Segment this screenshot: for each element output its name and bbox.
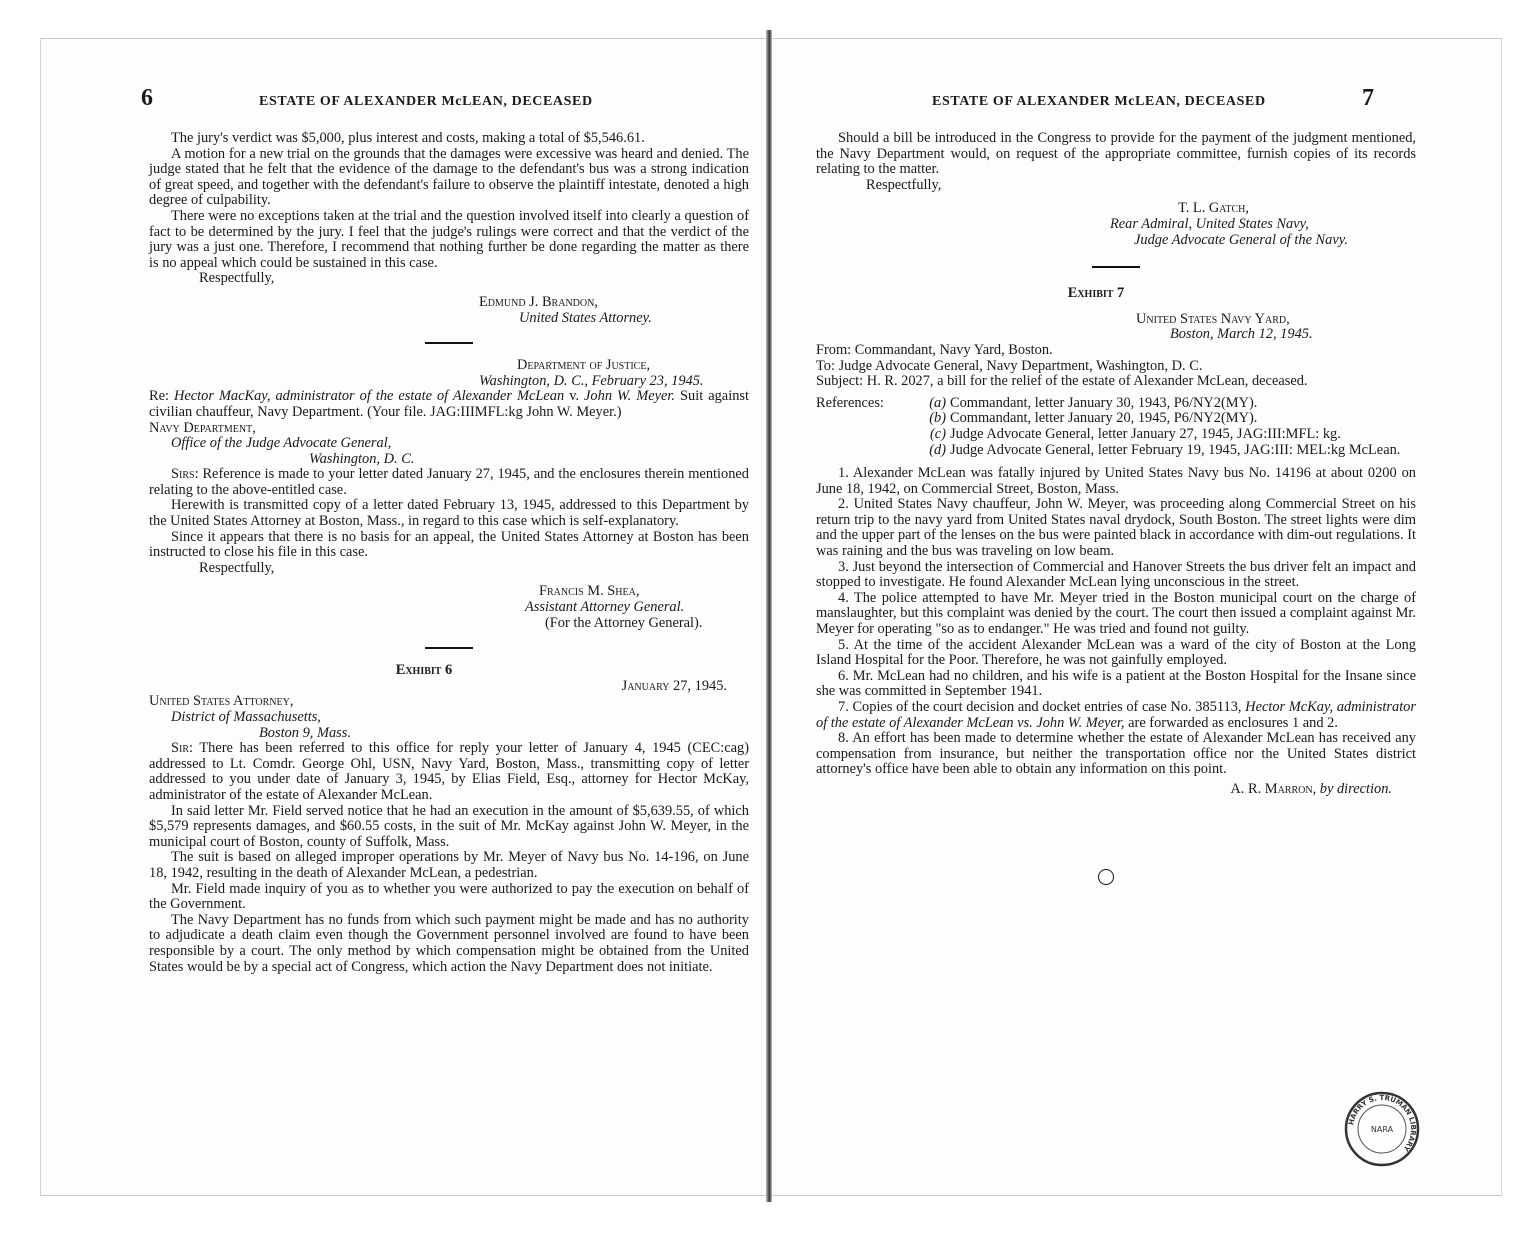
signer-title: United States Attorney. — [519, 309, 652, 326]
paragraph: Herewith is transmitted copy of a letter dated February 13, 1945, addressed to this Department by the United States Attorney at Boston, Mass., in regard to this case which is self-explanatory. — [149, 497, 749, 530]
numbered-item: 4. The police attempted to have Mr. Meyer tried in the Boston municipal court on the charge of manslaughter, but this complaint was denied by the court. The court then issued a complaint against Mr. Meyer for operating "so as to endanger." He was tried and found not guilty. — [816, 589, 1416, 638]
paragraph: In said letter Mr. Field served notice that he had an execution in the amount of $5,639.55, of which $5,579 represents damages, and $60.55 costs, in the suit of Mr. McKay against John W. Meyer, in the municipal court of Boston, county of Suffolk, Mass. — [149, 802, 749, 850]
page-number: 7 — [1362, 85, 1374, 111]
svg-text:NARA: NARA — [1370, 1125, 1394, 1134]
library-stamp-icon — [1342, 1089, 1422, 1169]
references — [816, 396, 1416, 458]
re-line: Re: Hector MacKay, administrator of the estate of Alexander McLean v. John W. Meyer. Suit against civilian chauffeur, Navy Department. (Your file. JAG:IIIMFL:kg John W. Meyer.) — [149, 388, 749, 420]
left-page — [40, 38, 770, 1196]
right-page — [772, 38, 1502, 1196]
numbered-item: 6. Mr. McLean had no children, and his wife is a patient at the Boston Hospital for the Insane since she was committed in September 1941. — [816, 667, 1416, 700]
exhibit-heading: Exhibit 6 — [395, 662, 453, 679]
numbered-item: 8. An effort has been made to determine whether the estate of Alexander McLean has received any compensation from insurance, but neither the transportation office nor the United States district attorney's office have been able to obtain any information on this point. — [816, 730, 1416, 778]
closing: Respectfully, — [199, 270, 275, 287]
reference-item: References: (a) Commandant, letter January 30, 1943, P6/NY2(MY). — [816, 394, 1258, 411]
running-head: ESTATE OF ALEXANDER McLEAN, DECEASED — [259, 94, 593, 109]
page-number: 6 — [141, 85, 153, 111]
letterhead — [1136, 312, 1416, 343]
subject-line: Subject: H. R. 2027, a bill for the relief of the estate of Alexander McLean, deceased. — [816, 373, 1308, 390]
running-head: ESTATE OF ALEXANDER McLEAN, DECEASED — [932, 94, 1266, 109]
paragraph: There were no exceptions taken at the trial and the question involved itself into clearly a question of fact to be determined by the jury. I feel that the judge's rulings were correct and that the verdict of the jury was a just one. Therefore, I recommend that nothing further be done regarding the matter as there is no appeal which could be sustained in this case. — [149, 207, 749, 271]
closing: Respectfully, — [866, 176, 942, 193]
signer-title: Judge Advocate General of the Navy. — [1134, 231, 1348, 248]
paragraph: Should a bill be introduced in the Congress to provide for the payment of the judgment mentioned, the Navy Department would, on request of the appropriate committee, furnish copies of its records relating to the matter. — [816, 130, 1416, 178]
paragraph: The Navy Department has no funds from which such payment might be made and has no authority to adjudicate a death claim even though the Government personnel involved are found to have been responsible by a court. The only method by which compensation might be obtained from the United States would be by a special act of Congress, which action the Navy Department does not initiate. — [149, 911, 749, 975]
numbered-item: 5. At the time of the accident Alexander McLean was a ward of the city of Boston at the Long Island Hospital for the Poor. Therefore, he was not gainfully employed. — [816, 636, 1416, 669]
letter-date: Boston, March 12, 1945. — [1170, 326, 1313, 343]
reference-item: (c) Judge Advocate General, letter January 27, 1945, JAG:III:MFL: kg. — [930, 425, 1341, 442]
paragraph: Mr. Field made inquiry of you as to whether you were authorized to pay the execution on behalf of the Government. — [149, 880, 749, 913]
signer-name: T. L. Gatch, — [1178, 200, 1250, 217]
department-name: Department of Justice, — [517, 357, 651, 374]
signature-block — [1086, 201, 1416, 248]
to-line: To: Judge Advocate General, Navy Department, Washington, D. C. — [816, 357, 1203, 374]
svg-text:HARRY S. TRUMAN LIBRARY: HARRY S. TRUMAN LIBRARY — [1347, 1093, 1418, 1153]
signer-name: A. R. Marron, — [1230, 780, 1317, 797]
salutation-paragraph: Sirs: Reference is made to your letter dated January 27, 1945, and the enclosures therein mentioned relating to the above-entitled case. — [149, 466, 749, 498]
paragraph: The jury's verdict was $5,000, plus interest and costs, making a total of $5,546.61. — [171, 130, 645, 146]
signer-note: by direction. — [1319, 780, 1392, 797]
addressee: United States Attorney, District of Massachusetts, Boston 9, Mass. — [149, 693, 351, 741]
closing: Respectfully, — [199, 559, 275, 576]
signer-title: Rear Admiral, United States Navy, — [1110, 215, 1309, 232]
from-line: From: Commandant, Navy Yard, Boston. — [816, 341, 1053, 358]
salutation-paragraph: Sir: There has been referred to this office for reply your letter of January 4, 1945 (CEC:cag) addressed to Lt. Comdr. George Ohl, USN, Navy Yard, Boston, Mass., transmitting copy of letter addressed to you under date of January 3, 1945, by Elias Field, Esq., attorney for Hector McKay, administrator of the estate of Alexander McLean. — [149, 740, 749, 803]
addressee: Navy Department, Office of the Judge Advocate General, Washington, D. C. — [149, 419, 415, 467]
signature-block — [479, 295, 749, 326]
signer-note: (For the Attorney General). — [545, 614, 703, 631]
punch-hole-icon — [1098, 869, 1114, 885]
numbered-item: 1. Alexander McLean was fatally injured by United States Navy bus No. 14196 at about 0200 on June 18, 1942, on Commercial Street, Boston, Mass. — [816, 465, 1416, 497]
exhibit-heading: Exhibit 7 — [1067, 285, 1125, 302]
paragraph: The suit is based on alleged improper operations by Mr. Meyer of Navy bus No. 14-196, on June 18, 1942, resulting in the death of Alexander McLean, a pedestrian. — [149, 849, 749, 881]
signer-title: Assistant Attorney General. — [525, 599, 685, 616]
letter-date: Washington, D. C., February 23, 1945. — [479, 372, 704, 389]
letterhead — [439, 358, 749, 389]
exhibit-date: January 27, 1945. — [621, 677, 727, 694]
numbered-item: 7. Copies of the court decision and docket entries of case No. 385113, Hector McKay, administrator of the estate of Alexander McLean vs. John W. Meyer, are forwarded as enclosures 1 and 2. — [816, 699, 1416, 731]
paragraph: A motion for a new trial on the grounds that the damages were excessive was heard and denied. The judge stated that he felt that the evidence of the damage to the defendant's bus was a strong indication of great speed, and together with the defendant's failure to observe the plaintiff intestate, denoted a high degree of culpability. — [149, 145, 749, 209]
signature-block — [816, 782, 1392, 798]
yard-name: United States Navy Yard, — [1136, 310, 1290, 327]
numbered-item: 3. Just beyond the intersection of Commercial and Hanover Streets the bus driver felt an impact and stopped to investigate. He found Alexander McLean lying unconscious in the street. — [816, 558, 1416, 591]
divider — [1092, 266, 1140, 268]
left-column — [149, 131, 749, 975]
divider — [425, 342, 473, 344]
paragraph: Since it appears that there is no basis for an appeal, the United States Attorney at Boston has been instructed to close his file in this case. — [149, 528, 749, 561]
divider — [425, 647, 473, 649]
signature-block — [449, 584, 749, 631]
reference-item: (b) Commandant, letter January 20, 1945, P6/NY2(MY). — [929, 410, 1258, 427]
reference-item: (d) Judge Advocate General, letter February 19, 1945, JAG:III: MEL:kg McLean. — [929, 441, 1401, 458]
numbered-item: 2. United States Navy chauffeur, John W. Meyer, was proceeding along Commercial Street on his return trip to the navy yard from United States naval drydock, South Boston. The street lights were dim and the upper part of the lenses on the bus were painted black in accordance with dim-out regulations. It was raining and the bus was traveling on low beam. — [816, 496, 1416, 560]
right-column — [816, 131, 1416, 798]
signer-name: Edmund J. Brandon, — [479, 293, 598, 310]
signer-name: Francis M. Shea, — [539, 583, 640, 600]
